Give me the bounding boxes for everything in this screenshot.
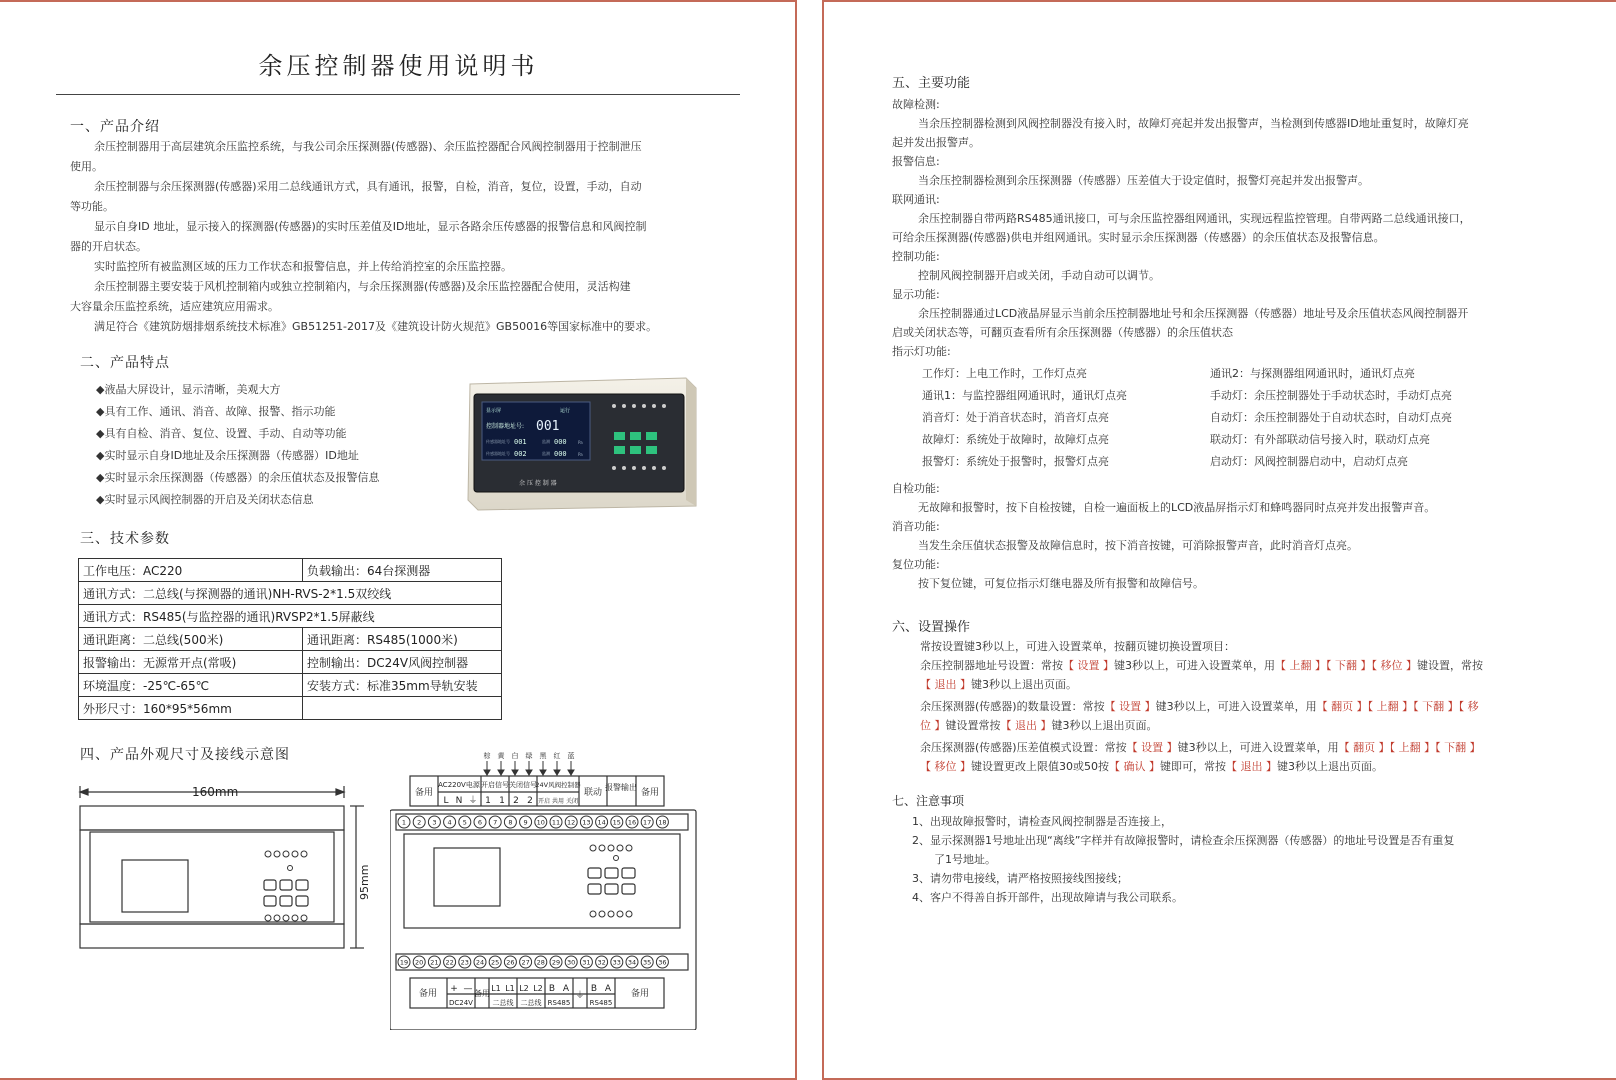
svg-text:监测: 监测 — [542, 451, 550, 456]
terminal-number: 10 — [536, 818, 545, 827]
terminal-number: 26 — [506, 958, 515, 967]
svg-text:备用: 备用 — [640, 788, 660, 798]
function-list-2 — [892, 479, 1572, 593]
controller-device-drawing — [464, 374, 700, 514]
function-title: 显示功能: — [892, 288, 940, 301]
table-row — [79, 582, 502, 605]
wiring-diagram — [390, 750, 700, 1030]
section-heading-specs: 三、技术参数 — [80, 531, 170, 547]
svg-text:余 压 控 制 器: 余 压 控 制 器 — [519, 480, 557, 487]
terminal-number: 1 — [401, 818, 407, 827]
terminal-number: 20 — [415, 958, 424, 967]
table-row — [79, 697, 502, 720]
lamp-item: 通讯2：与探测器组网通讯时，通讯灯点亮 — [1210, 367, 1415, 380]
intro-line: 实时监控所有被监测区域的压力工作状态和报警信息，并上传给消控室的余压监控器。 — [94, 260, 512, 273]
table-cell: 负载输出：64台探测器 — [303, 559, 502, 582]
function-text: 无故障和报警时，按下自检按键，自检一遍面板上的LCD液晶屏指示灯和蜂鸣器同时点亮并发出报警声音。 — [918, 501, 1436, 514]
intro-line: 显示自身ID 地址，显示接入的探测器(传感器)的实时压差值及ID地址，显示各路余压传感器的报警信息和风阀控制 — [94, 220, 647, 233]
svg-text:二总线: 二总线 — [492, 999, 514, 1007]
table-cell: 安装方式：标准35mm导轨安装 — [303, 674, 502, 697]
table-row — [79, 605, 502, 628]
feature-item: ◆液晶大屏设计，显示清晰，美观大方 — [96, 383, 281, 396]
note-item: 1、出现故障报警时，请检查风阀控制器是否连接上， — [912, 815, 1172, 828]
intro-line: 使用。 — [70, 160, 103, 173]
function-title: 消音功能: — [892, 520, 940, 533]
table-row — [79, 559, 502, 582]
wire-color-label: 棕 — [483, 752, 491, 760]
svg-text:备用: 备用 — [474, 989, 490, 998]
settings-intro: 常按设置键3秒以上，可进入设置菜单，按翻页键切换设置项目： — [920, 640, 1235, 653]
table-cell: 外形尺寸：160*95*56mm — [79, 697, 303, 720]
terminal-number: 24 — [475, 958, 485, 967]
terminal-number: 4 — [447, 818, 452, 827]
svg-text:000: 000 — [554, 450, 567, 458]
function-title: 自检功能: — [892, 482, 940, 495]
terminal-number: 32 — [597, 958, 606, 967]
note-item: 3、请勿带电接线，请严格按照接线图接线； — [912, 872, 1128, 885]
lamp-item: 故障灯：系统处于故障时，故障灯点亮 — [922, 433, 1109, 446]
svg-text:L1: L1 — [505, 984, 515, 993]
svg-text:共用: 共用 — [551, 798, 565, 805]
table-row — [79, 651, 502, 674]
wire-color-label: 绿 — [525, 752, 533, 760]
svg-text:L2: L2 — [519, 984, 529, 993]
feature-item: ◆实时显示自身ID地址及余压探测器（传感器）ID地址 — [96, 449, 359, 462]
lamp-item: 手动灯：余压控制器处于手动状态时，手动灯点亮 — [1210, 389, 1452, 402]
svg-text:2: 2 — [513, 796, 519, 806]
svg-text:Pa: Pa — [578, 452, 583, 457]
lamp-list-right — [1210, 363, 1510, 473]
lamp-item: 工作灯：上电工作时，工作灯点亮 — [922, 367, 1087, 380]
terminal-number: 25 — [491, 958, 500, 967]
terminal-number: 15 — [612, 818, 621, 827]
svg-text:⏚: ⏚ — [468, 796, 478, 806]
terminal-number: 33 — [612, 958, 621, 967]
svg-text:二总线: 二总线 — [520, 999, 542, 1007]
svg-text:N: N — [455, 796, 463, 806]
terminal-number: 5 — [462, 818, 467, 827]
terminal-number: 30 — [567, 958, 576, 967]
terminal-number: 3 — [432, 818, 437, 827]
note-item: 了1号地址。 — [934, 853, 996, 866]
terminal-number: 14 — [597, 818, 606, 827]
right-page — [822, 0, 1616, 1080]
terminal-number: 34 — [627, 958, 637, 967]
settings-address: 余压控制器地址号设置：常按【 设置 】键3秒以上，可进入设置菜单，用【 上翻 】【 下翻 】【 移位 】键设置，常按 【 退出 】键3秒以上退出页面。 — [920, 659, 1483, 691]
intro-line: 等功能。 — [70, 200, 114, 213]
table-cell: 通讯距离：RS485(1000米) — [303, 628, 502, 651]
terminal-number: 18 — [658, 818, 667, 827]
front-view-outline — [74, 778, 374, 978]
function-text: 余压控制器自带两路RS485通讯接口，可与余压监控器组网通讯，实现远程监控管理。自带两路二总线通讯接口， — [918, 212, 1471, 225]
function-text: 控制风阀控制器开启或关闭，手动自动可以调节。 — [918, 269, 1160, 282]
note-item: 2、显示探测器1号地址出现“离线”字样并有故障报警时，请检查余压探测器（传感器）的地址号设置是否有重复 — [912, 834, 1455, 847]
terminal-number: 23 — [460, 958, 469, 967]
terminal-number: 7 — [493, 818, 498, 827]
function-title: 联网通讯: — [892, 193, 940, 206]
terminal-number: 27 — [521, 958, 530, 967]
svg-text:关闭信号: 关闭信号 — [509, 781, 537, 789]
terminal-wiring-drawing — [390, 750, 700, 1030]
svg-text:开启: 开启 — [537, 798, 551, 805]
lamp-item: 自动灯：余压控制器处于自动状态时，自动灯点亮 — [1210, 411, 1452, 424]
function-text: 启或关闭状态等，可翻页查看所有余压探测器（传感器）的余压值状态 — [892, 326, 1233, 339]
function-title: 指示灯功能: — [892, 345, 951, 358]
function-list — [892, 95, 1572, 361]
table-cell: 工作电压：AC220 — [79, 559, 303, 582]
wire-color-label: 黑 — [539, 752, 547, 760]
svg-text:控制器地址号:: 控制器地址号: — [486, 423, 525, 430]
svg-text:24V风阀控制器: 24V风阀控制器 — [535, 781, 581, 789]
function-text: 起并发出报警声。 — [892, 136, 980, 149]
function-title: 故障检测: — [892, 98, 940, 111]
svg-text:L1: L1 — [491, 984, 501, 993]
intro-line: 余压控制器与余压探测器(传感器)采用二总线通讯方式，具有通讯，报警，自检，消音，复位，设置，手动，自动 — [94, 180, 642, 193]
svg-text:L2: L2 — [533, 984, 543, 993]
feature-item: ◆具有工作、通讯、消音、故障、报警、指示功能 — [96, 405, 336, 418]
svg-text:—: — — [463, 984, 473, 994]
svg-text:显示屏: 显示屏 — [486, 408, 502, 414]
settings-mode: 余压探测器(传感器)压差值模式设置：常按【 设置 】键3秒以上，可进入设置菜单，用【 翻页 】【 上翻 】【 下翻 】 【 移位 】键设置更改上限值30或50按【 确认 】键即可，常按【 退出 】键3秒以上退出页面。 — [920, 741, 1481, 773]
terminal-number: 9 — [523, 818, 528, 827]
svg-text:关闭: 关闭 — [565, 798, 579, 805]
height-dimension-label: 95mm — [358, 864, 371, 900]
terminal-number: 6 — [477, 818, 483, 827]
svg-text:002: 002 — [514, 450, 527, 458]
wire-color-label: 红 — [553, 752, 561, 760]
svg-text:RS485: RS485 — [547, 999, 571, 1007]
function-text: 当发生余压值状态报警及故障信息时，按下消音按键，可消除报警声音，此时消音灯点亮。 — [918, 539, 1358, 552]
lamp-item: 报警灯：系统处于报警时，报警灯点亮 — [922, 455, 1109, 468]
terminal-number: 13 — [582, 818, 591, 827]
lamp-item: 通讯1：与监控器组网通讯时，通讯灯点亮 — [922, 389, 1127, 402]
terminal-number: 2 — [417, 818, 422, 827]
svg-text:001: 001 — [514, 438, 527, 446]
svg-text:000: 000 — [554, 438, 567, 446]
function-title: 复位功能: — [892, 558, 940, 571]
table-cell — [303, 697, 502, 720]
lamp-item: 消音灯：处于消音状态时，消音灯点亮 — [922, 411, 1109, 424]
table-row — [79, 674, 502, 697]
section-heading-features: 二、产品特点 — [80, 355, 170, 371]
lamp-item: 启动灯：风阀控制器启动中，启动灯点亮 — [1210, 455, 1408, 468]
function-text: 当余压控制器检测到风阀控制器没有接入时，故障灯亮起并发出报警声，当检测到传感器ID地址重复时，故障灯亮 — [918, 117, 1469, 130]
intro-line: 满足符合《建筑防烟排烟系统技术标准》GB51251-2017及《建筑设计防火规范》GB50016等国家标准中的要求。 — [94, 320, 658, 333]
svg-text:B: B — [590, 984, 598, 994]
table-cell: 控制输出：DC24V风阀控制器 — [303, 651, 502, 674]
svg-text:备用: 备用 — [630, 989, 650, 999]
svg-text:1: 1 — [485, 796, 491, 806]
terminal-number: 36 — [658, 958, 667, 967]
dimension-drawing — [74, 778, 374, 978]
function-text: 可给余压探测器(传感器)供电并组网通讯。实时显示余压探测器（传感器）的余压值状态及报警信息。 — [892, 231, 1385, 244]
terminal-number: 12 — [567, 818, 576, 827]
terminal-number: 19 — [399, 958, 409, 967]
svg-text:备用: 备用 — [414, 788, 434, 798]
wire-color-label: 黄 — [497, 752, 505, 760]
svg-text:001: 001 — [536, 419, 560, 434]
section-heading-intro: 一、产品介绍 — [70, 119, 160, 135]
svg-text:AC220V电源: AC220V电源 — [438, 781, 480, 789]
terminal-number: 11 — [551, 818, 561, 827]
svg-text:报警输出: 报警输出 — [605, 783, 637, 792]
svg-text:监测: 监测 — [542, 439, 550, 444]
svg-text:Pa: Pa — [578, 440, 583, 445]
svg-text:开启信号: 开启信号 — [481, 781, 509, 789]
function-title: 控制功能: — [892, 250, 940, 263]
svg-text:B: B — [548, 984, 556, 994]
wire-color-label: 白 — [511, 752, 519, 760]
terminal-number: 22 — [445, 958, 454, 967]
function-title: 报警信息: — [892, 155, 940, 168]
section-heading-wiring: 四、产品外观尺寸及接线示意图 — [80, 747, 290, 763]
svg-text:DC24V: DC24V — [449, 999, 473, 1007]
function-text: 当余压控制器检测到余压探测器（传感器）压差值大于设定值时，报警灯亮起并发出报警声。 — [918, 174, 1369, 187]
wire-color-label: 蓝 — [567, 752, 575, 760]
table-cell: 报警输出：无源常开点(常吸) — [79, 651, 303, 674]
svg-text:联动: 联动 — [583, 788, 603, 798]
svg-text:传感器地址号: 传感器地址号 — [486, 439, 510, 444]
svg-text:传感器地址号: 传感器地址号 — [486, 451, 510, 456]
svg-text:L: L — [443, 796, 449, 806]
controller-device-image — [464, 374, 700, 514]
feature-list — [96, 379, 456, 511]
intro-text — [70, 137, 750, 337]
table-cell: 环境温度：-25℃-65℃ — [79, 674, 303, 697]
terminal-number: 17 — [643, 818, 652, 827]
feature-item: ◆具有自检、消音、复位、设置、手动、自动等功能 — [96, 427, 347, 440]
title-divider — [56, 94, 740, 95]
terminal-number: 28 — [536, 958, 545, 967]
feature-item: ◆实时显示余压探测器（传感器）的余压值状态及报警信息 — [96, 471, 380, 484]
terminal-number: 8 — [508, 818, 513, 827]
svg-text:A: A — [562, 984, 570, 994]
note-item: 4、客户不得善自拆开部件，出现故障请与我公司联系。 — [912, 891, 1183, 904]
terminal-number: 31 — [582, 958, 591, 967]
section-heading-settings: 六、设置操作 — [892, 620, 971, 635]
left-page — [0, 0, 797, 1080]
terminal-number: 16 — [627, 818, 637, 827]
table-cell: 通讯方式：二总线(与探测器的通讯)NH-RVS-2*1.5双绞线 — [79, 582, 502, 605]
function-text: 余压控制器通过LCD液晶屏显示当前余压控制器地址号和余压探测器（传感器）地址号及余压值状态风阀控制器开 — [918, 307, 1469, 320]
intro-line: 大容量余压监控系统，适应建筑应用需求。 — [70, 300, 279, 313]
svg-text:运行: 运行 — [560, 408, 571, 414]
svg-text:1: 1 — [499, 796, 505, 806]
lamp-list-left — [922, 363, 1202, 473]
spec-table — [78, 558, 502, 720]
function-text: 按下复位键，可复位指示灯继电器及所有报警和故障信号。 — [918, 577, 1204, 590]
settings-quantity: 余压探测器(传感器)的数量设置：常按【 设置 】键3秒以上，可进入设置菜单，用【 翻页 】【 上翻 】【 下翻 】【 移 位 】键设置常按【 退出 】键3秒以上退出页面。 — [920, 700, 1479, 732]
document-title: 余压控制器使用说明书 — [258, 52, 539, 80]
table-cell: 通讯方式：RS485(与监控器的通讯)RVSP2*1.5屏蔽线 — [79, 605, 502, 628]
svg-text:备用: 备用 — [418, 989, 438, 999]
terminal-number: 29 — [551, 958, 561, 967]
intro-line: 余压控制器主要安装于风机控制箱内或独立控制箱内，与余压探测器(传感器)及余压监控器配合使用，灵活构建 — [94, 280, 631, 293]
table-row — [79, 628, 502, 651]
table-cell: 通讯距离：二总线(500米) — [79, 628, 303, 651]
svg-text:RS485: RS485 — [589, 999, 613, 1007]
terminal-number: 21 — [430, 958, 439, 967]
svg-text:A: A — [604, 984, 612, 994]
intro-line: 余压控制器用于高层建筑余压监控系统，与我公司余压探测器(传感器)、余压监控器配合风阀控制器用于控制泄压 — [94, 140, 642, 153]
svg-text:2: 2 — [527, 796, 533, 806]
section-heading-notes: 七、注意事项 — [892, 794, 965, 808]
section-heading-functions: 五、主要功能 — [892, 76, 971, 91]
intro-line: 器的开启状态。 — [70, 240, 147, 253]
svg-text:+: + — [450, 984, 458, 994]
lamp-item: 联动灯：有外部联动信号接入时，联动灯点亮 — [1210, 433, 1430, 446]
width-dimension-label: 160mm — [192, 785, 239, 799]
svg-text:⏚: ⏚ — [575, 991, 585, 1001]
terminal-number: 35 — [643, 958, 652, 967]
notes-list — [912, 812, 1582, 907]
feature-item: ◆实时显示风阀控制器的开启及关闭状态信息 — [96, 493, 314, 506]
